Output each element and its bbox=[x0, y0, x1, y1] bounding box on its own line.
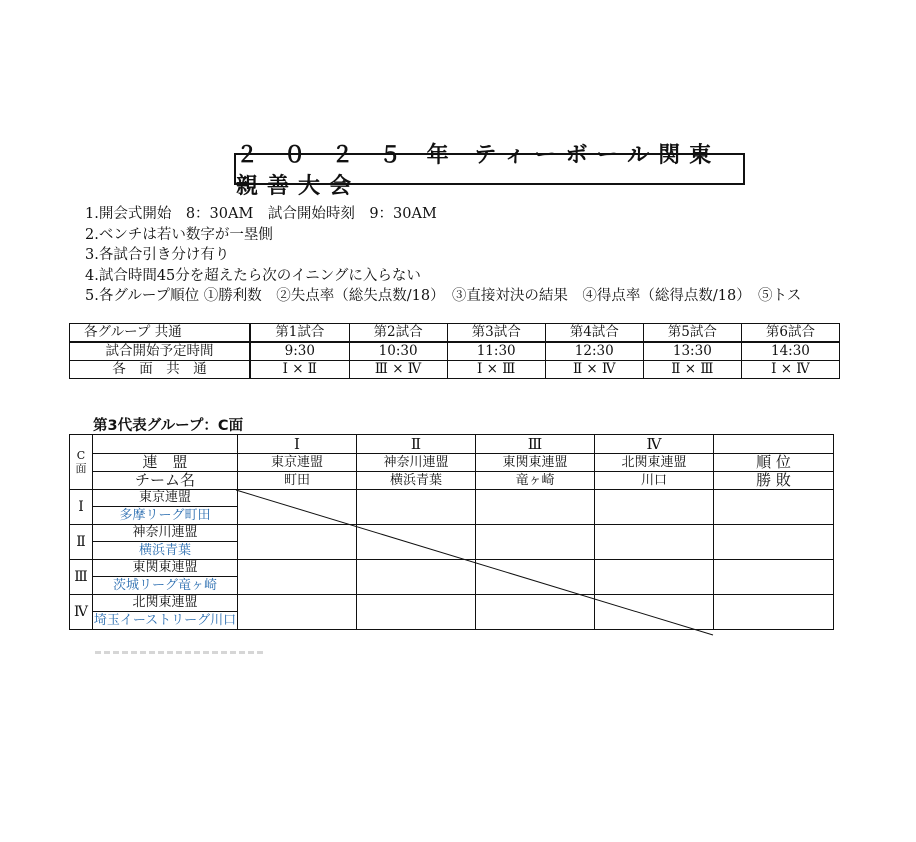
table-row bbox=[70, 560, 834, 577]
rule-item: 5.各グループ順位 ①勝利数 ②失点率（総失点数/18） ③直接対決の結果 ④得点率（総得点数/18） ⑤トス bbox=[85, 288, 802, 305]
result-cell[interactable] bbox=[238, 560, 357, 595]
result-cell[interactable] bbox=[476, 595, 595, 630]
result-cell[interactable] bbox=[595, 560, 714, 595]
league-table bbox=[69, 434, 834, 630]
table-row bbox=[70, 525, 834, 542]
result-cell[interactable] bbox=[357, 560, 476, 595]
matchup: Ⅲ × Ⅳ bbox=[349, 361, 447, 379]
game-time: 10:30 bbox=[349, 342, 447, 361]
blank-cell bbox=[93, 435, 238, 454]
game-time: 9:30 bbox=[250, 342, 349, 361]
result-cell[interactable] bbox=[357, 595, 476, 630]
rule-item: 1.開会式開始 8：30AM 試合開始時刻 9：30AM bbox=[85, 206, 437, 222]
result-cell[interactable] bbox=[357, 525, 476, 560]
match-label: 各 面 共 通 bbox=[70, 361, 251, 379]
game-label: 第6試合 bbox=[741, 324, 839, 343]
column-team: 町田 bbox=[238, 472, 357, 490]
column-team: 竜ヶ崎 bbox=[476, 472, 595, 490]
time-label: 試合開始予定時間 bbox=[70, 342, 251, 361]
row-league: 神奈川連盟 bbox=[93, 525, 238, 542]
row-numeral: Ⅱ bbox=[70, 525, 93, 560]
column-numeral: Ⅲ bbox=[476, 435, 595, 454]
column-league: 東京連盟 bbox=[238, 454, 357, 472]
game-time: 13:30 bbox=[643, 342, 741, 361]
schedule-table bbox=[69, 323, 840, 379]
row-numeral: Ⅲ bbox=[70, 560, 93, 595]
row-numeral: Ⅳ bbox=[70, 595, 93, 630]
winloss-label: 勝 敗 bbox=[714, 472, 834, 490]
result-cell[interactable] bbox=[595, 490, 714, 525]
column-league: 北関東連盟 bbox=[595, 454, 714, 472]
game-time: 11:30 bbox=[447, 342, 545, 361]
league-label: 連 盟 bbox=[93, 454, 238, 472]
rules-list bbox=[85, 204, 801, 307]
row-league: 東京連盟 bbox=[93, 490, 238, 507]
row-numeral: Ⅰ bbox=[70, 490, 93, 525]
row-team: 茨城リーグ竜ヶ崎 bbox=[93, 577, 238, 595]
group-title: 第3代表グループ：C面 bbox=[93, 418, 244, 434]
game-label: 第5試合 bbox=[643, 324, 741, 343]
game-time: 14:30 bbox=[741, 342, 839, 361]
row-team: 横浜青葉 bbox=[93, 542, 238, 560]
rule-item: 4.試合時間45分を超えたら次のイニングに入らない bbox=[85, 267, 421, 284]
page-title: ２ ０ ２ ５ 年 ティーボール関東親善大会 bbox=[234, 153, 745, 185]
rank-label: 順 位 bbox=[714, 454, 834, 472]
game-label: 第2試合 bbox=[349, 324, 447, 343]
standing-cell[interactable] bbox=[714, 560, 834, 595]
result-cell[interactable] bbox=[476, 525, 595, 560]
game-label: 第4試合 bbox=[545, 324, 643, 343]
column-team: 横浜青葉 bbox=[357, 472, 476, 490]
matchup: Ⅰ × Ⅳ bbox=[741, 361, 839, 379]
result-cell[interactable] bbox=[238, 490, 357, 525]
result-cell[interactable] bbox=[476, 490, 595, 525]
game-label: 第3試合 bbox=[447, 324, 545, 343]
result-cell[interactable] bbox=[238, 525, 357, 560]
team-label: チーム名 bbox=[93, 472, 238, 490]
matchup: Ⅰ × Ⅲ bbox=[447, 361, 545, 379]
standing-cell[interactable] bbox=[714, 490, 834, 525]
schedule-match-row bbox=[70, 361, 840, 379]
result-cell[interactable] bbox=[238, 595, 357, 630]
team-row bbox=[70, 472, 834, 490]
row-league: 東関東連盟 bbox=[93, 560, 238, 577]
matchup: Ⅰ × Ⅱ bbox=[250, 361, 349, 379]
result-cell[interactable] bbox=[595, 595, 714, 630]
standing-cell[interactable] bbox=[714, 595, 834, 630]
schedule-header-row bbox=[70, 324, 840, 343]
result-cell[interactable] bbox=[357, 490, 476, 525]
row-league: 北関東連盟 bbox=[93, 595, 238, 612]
matchup: Ⅱ × Ⅲ bbox=[643, 361, 741, 379]
matchup: Ⅱ × Ⅳ bbox=[545, 361, 643, 379]
schedule-header-label: 各グループ 共通 bbox=[70, 324, 251, 343]
rule-item: 3.各試合引き分け有り bbox=[85, 247, 230, 264]
league-row bbox=[70, 454, 834, 472]
column-team: 川口 bbox=[595, 472, 714, 490]
column-league: 東関東連盟 bbox=[476, 454, 595, 472]
result-cell[interactable] bbox=[595, 525, 714, 560]
game-label: 第1試合 bbox=[250, 324, 349, 343]
game-time: 12:30 bbox=[545, 342, 643, 361]
column-league: 神奈川連盟 bbox=[357, 454, 476, 472]
schedule-time-row bbox=[70, 342, 840, 361]
blank-cell bbox=[714, 435, 834, 454]
column-numeral: Ⅳ bbox=[595, 435, 714, 454]
league-header-row bbox=[70, 435, 834, 454]
rule-item: 2.ベンチは若い数字が一塁側 bbox=[85, 226, 273, 243]
column-numeral: Ⅱ bbox=[357, 435, 476, 454]
table-row bbox=[70, 595, 834, 612]
standing-cell[interactable] bbox=[714, 525, 834, 560]
table-row bbox=[70, 490, 834, 507]
divider bbox=[95, 651, 265, 654]
row-team: 多摩リーグ町田 bbox=[93, 507, 238, 525]
face-label: C 面 bbox=[70, 435, 93, 490]
result-cell[interactable] bbox=[476, 560, 595, 595]
column-numeral: Ⅰ bbox=[238, 435, 357, 454]
row-team: 埼玉イーストリーグ川口 bbox=[93, 613, 237, 628]
